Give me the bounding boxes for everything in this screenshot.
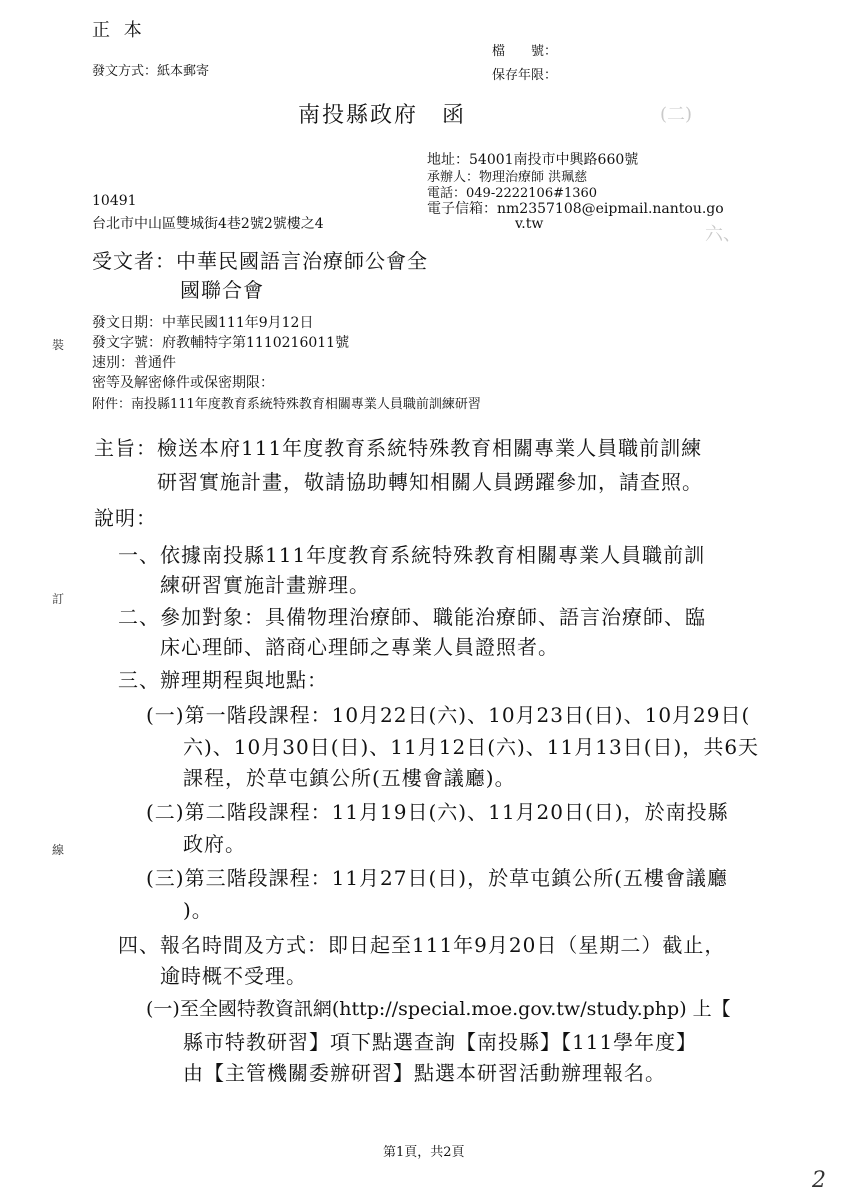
item-4-1-line-3: 由【主管機關委辦研習】點選本研習活動辦理報名。 — [183, 1061, 666, 1085]
sender-email-continued: v.tw — [515, 216, 544, 232]
item-4-1-line-2: 縣市特教研習】項下點選查詢【南投縣】【111學年度】 — [183, 1030, 698, 1054]
recipient-line-1: 受文者：中華民國語言治療師公會全 — [92, 249, 428, 273]
item-4-line-2: 逾時概不受理。 — [160, 964, 307, 988]
subject-line-2: 研習實施計畫，敬請協助轉知相關人員踴躍參加，請查照。 — [157, 470, 703, 494]
file-number-label: 檔 號： — [492, 44, 558, 59]
item-3-3-line-2: )。 — [183, 898, 213, 922]
recipient-postal-code: 10491 — [92, 193, 137, 209]
delivery-speed: 速別：普通件 — [92, 355, 176, 371]
delivery-method: 發文方式：紙本郵寄 — [92, 64, 210, 79]
handwritten-page-mark: 2 — [812, 1168, 826, 1193]
sender-contact: 承辦人：物理治療師 洪珮慈 — [427, 170, 588, 185]
staple-mark: 訂 — [52, 592, 65, 606]
explanation-heading: 說明： — [94, 506, 157, 530]
bleed-through-text: 六、 — [705, 224, 741, 245]
item-4-line-1: 四、報名時間及方式：即日起至111年9月20日（星期二）截止， — [118, 933, 726, 957]
sender-email: 電子信箱：nm2357108@eipmail.nantou.go — [427, 201, 724, 217]
subject-line-1: 主旨：檢送本府111年度教育系統特殊教育相關專業人員職前訓練 — [94, 436, 703, 460]
sender-phone: 電話：049-2222106#1360 — [427, 186, 598, 201]
item-3-heading: 三、辦理期程與地點： — [118, 668, 328, 692]
retention-period-label: 保存年限： — [492, 68, 558, 83]
agency-title: 南投縣政府 函 — [298, 103, 467, 128]
item-3-1-line-2: 六)、10月30日(日)、11月12日(六)、11月13日(日)，共6天 — [183, 735, 760, 759]
binding-mark: 裝 — [52, 338, 65, 352]
item-1-line-1: 一、依據南投縣111年度教育系統特殊教育相關專業人員職前訓 — [118, 543, 706, 567]
item-2-line-2: 床心理師、諮商心理師之專業人員證照者。 — [160, 635, 559, 659]
line-mark: 線 — [52, 843, 65, 857]
item-4-1-line-1: (一)至全國特教資訊網(http://special.moe.gov.tw/study.php) 上【 — [146, 998, 731, 1020]
item-3-2-line-1: (二)第二階段課程：11月19日(六)、11月20日(日)，於南投縣 — [146, 800, 729, 824]
copy-label: 正 本 — [92, 20, 146, 41]
item-3-1-line-3: 課程，於草屯鎮公所(五樓會議廳)。 — [183, 766, 516, 790]
attachment: 附件：南投縣111年度教育系統特殊教育相關專業人員職前訓練研習 — [92, 397, 481, 412]
recipient-address: 台北市中山區雙城街4巷2號2號樓之4 — [92, 216, 324, 232]
item-3-1-line-1: (一)第一階段課程：10月22日(六)、10月23日(日)、10月29日( — [146, 703, 751, 727]
item-2-line-1: 二、參加對象：具備物理治療師、職能治療師、語言治療師、臨 — [118, 605, 706, 629]
document-number: 發文字號：府教輔特字第1110216011號 — [92, 335, 350, 351]
sender-address: 地址：54001南投市中興路660號 — [427, 152, 639, 168]
page-number: 第1頁，共2頁 — [383, 1145, 465, 1160]
item-3-2-line-2: 政府。 — [183, 832, 246, 856]
issue-date: 發文日期：中華民國111年9月12日 — [92, 315, 314, 331]
item-3-3-line-1: (三)第三階段課程：11月27日(日)，於草屯鎮公所(五樓會議廳 — [146, 866, 728, 890]
security-level: 密等及解密條件或保密期限： — [92, 375, 274, 391]
bleed-through-text: (二) — [660, 104, 693, 125]
item-1-line-2: 練研習實施計畫辦理。 — [160, 573, 370, 597]
recipient-line-2: 國聯合會 — [180, 278, 264, 302]
